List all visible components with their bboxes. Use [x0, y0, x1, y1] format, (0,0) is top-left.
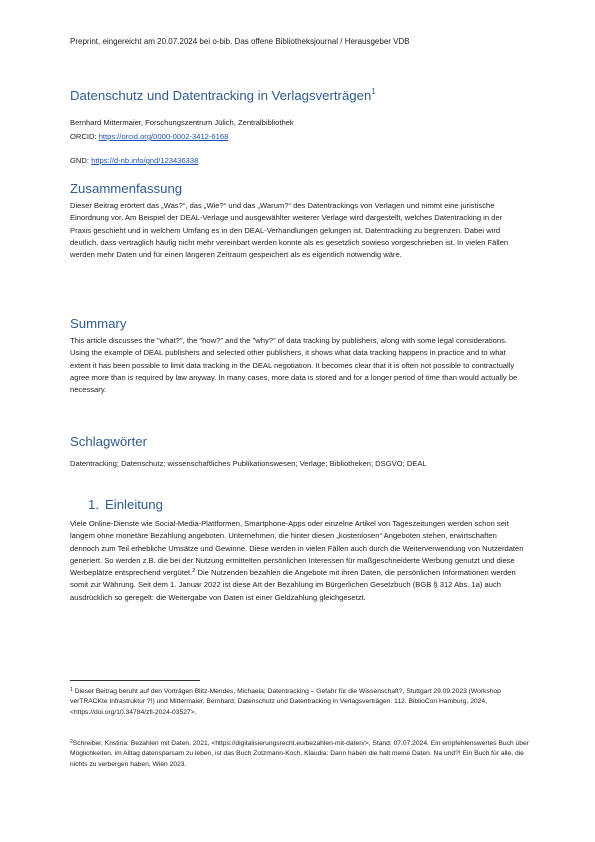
abstract-german: Dieser Beitrag erörtert das „Was?“, das „Wie?“ und das „Warum?“ des Datentrackings von Verlagen und nimmt eine juristische Einordnung vor. Am Beispiel der DEAL-Verlage und ausgewählter weiterer Verlage wird dargestellt, welches Datentracking in der Praxis geschieht und in welchem Umfang es in den DEAL-Verhandlungen gelungen ist, Datentracking zu begrenzen. Dabei wird deutlich, dass vertraglich häufig nicht mehr vereinbart werden konnte als es gesetzlich sowieso vorgeschrieben ist. In vielen Fällen werden mehr Daten und für einen längeren Zeitraum gespeichert als es eigentlich notwendig wäre. — [70, 201, 509, 260]
article-title-text: Datenschutz und Datentracking in Verlagsverträgen — [70, 88, 372, 103]
heading-summary: Summary — [70, 316, 127, 331]
abstract-english: This article discusses the "what?", the "how?" and the "why?" of data tracking by publishers, along with some legal considerations. Using the example of DEAL publishers and selected other publishers, it shows what data tracking happens in practice and to what extent it has been possible to limit data tracking in the DEAL negotiation. It becomes clear that it is often not possible to contractually agree more than is required by law anyway. In many cases, more data is stored and for a longer period of time than would actually be necessary. — [70, 336, 518, 395]
article-title — [70, 87, 376, 103]
heading-zusammenfassung: Zusammenfassung — [70, 181, 183, 196]
heading-schlagwoerter: Schlagwörter — [70, 434, 147, 449]
gnd-link[interactable]: https://d-nb.info/gnd/123436338 — [91, 156, 199, 165]
orcid-label: ORCID: — [70, 132, 99, 141]
footnote-1 — [70, 687, 530, 718]
author-line: Bernhard Mittermaier, Forschungszentrum Jülich, Zentralbibliothek — [70, 118, 294, 127]
footnote-ref-2[interactable]: 2 — [192, 568, 196, 575]
gnd-label: GND: — [70, 156, 92, 165]
orcid-link[interactable]: https://orcid.org/0000-0002-3412-6168 — [98, 132, 229, 141]
einleitung-text-2: Die Nutzenden bezahlen die Angebote mit ihren Daten, die persönlichen Informationen werden somit zur Währung. Seit dem 1. Januar 2022 ist diese Art der Bezahlung im Bürgerlichen Gesetzbuch (BGB § 312 Abs. 1a) auch ausdrücklich so geregelt: die Weitergabe von Daten ist einer Geldzahlung gleichgesetzt. — [70, 568, 516, 602]
footnote-1-mark: 1 — [70, 687, 73, 693]
orcid-line — [70, 132, 228, 141]
section-title: Einleitung — [105, 497, 163, 512]
footnote-2-text: Schreiber, Kristina: Bezahlen mit Daten, 2021, <https://digitalisierungsrecht.eu/bezahlen-mit-daten/>, Stand: 07.07.2024. Ein empfehlenswertes Buch über Möglichkeiten, im Alltag datensparsam zu leben, ist das Buch Zotzmann-Koch, Klaudia: Dann haben die halt meine Daten. Na und?! Ein Buch für alle, die nichts zu verbergen haben, Wien 2023. — [70, 740, 529, 768]
footnote-2 — [70, 739, 530, 770]
section-number: 1. — [88, 497, 99, 512]
footnote-separator — [70, 680, 200, 681]
gnd-line — [70, 156, 198, 165]
title-footnote-mark[interactable]: 1 — [371, 87, 376, 96]
einleitung-paragraph — [70, 518, 525, 604]
running-header: Preprint, eingereicht am 20.07.2024 bei o-bib. Das offene Bibliotheksjournal / Herausgeber VDB — [70, 37, 410, 46]
footnote-1-text: Dieser Beitrag beruht auf den Vorträgen Blitz-Mendes, Michaela; Datentracking – Gefahr für die Wissenschaft?, Stuttgart 29.09.2023 (Workshop verTRACKte Infrastruktur ?!) und Mittermaier, Bernhard; Datenschutz und Datentracking in Verlagsverträgen. 112. BiblioCon Hamburg, 2024, <https://doi.org/10.34784/zfl-2024-03527>. — [70, 688, 501, 716]
footnote-2-mark: 2 — [70, 739, 73, 745]
keywords: Datentracking; Datenschutz; wissenschaftliches Publikationswesen; Verlage; Bibliotheken; DSGVO; DEAL — [70, 459, 427, 468]
heading-einleitung — [70, 497, 163, 512]
einleitung-text-1: Viele Online-Dienste wie Social-Media-Plattformen, Smartphone-Apps oder einzelne Artikel von Tageszeitungen werden schon seit langem ohne monetäre Bezahlung angeboten. Unternehmen, die hinter diesen „kostenlosen“ Angeboten stehen, erwirtschaften dennoch zum Teil erhebliche Umsätze und Gewinne. Diese werden in vielen Fällen auch durch die Weiterverwendung von Nutzerdaten generiert. So werden z.B. die bei der Nutzung ermittelten persönlichen Interessen für maßgeschneiderte Werbung genutzt und diese Werbeplätze entsprechend vergütet. — [70, 519, 524, 578]
